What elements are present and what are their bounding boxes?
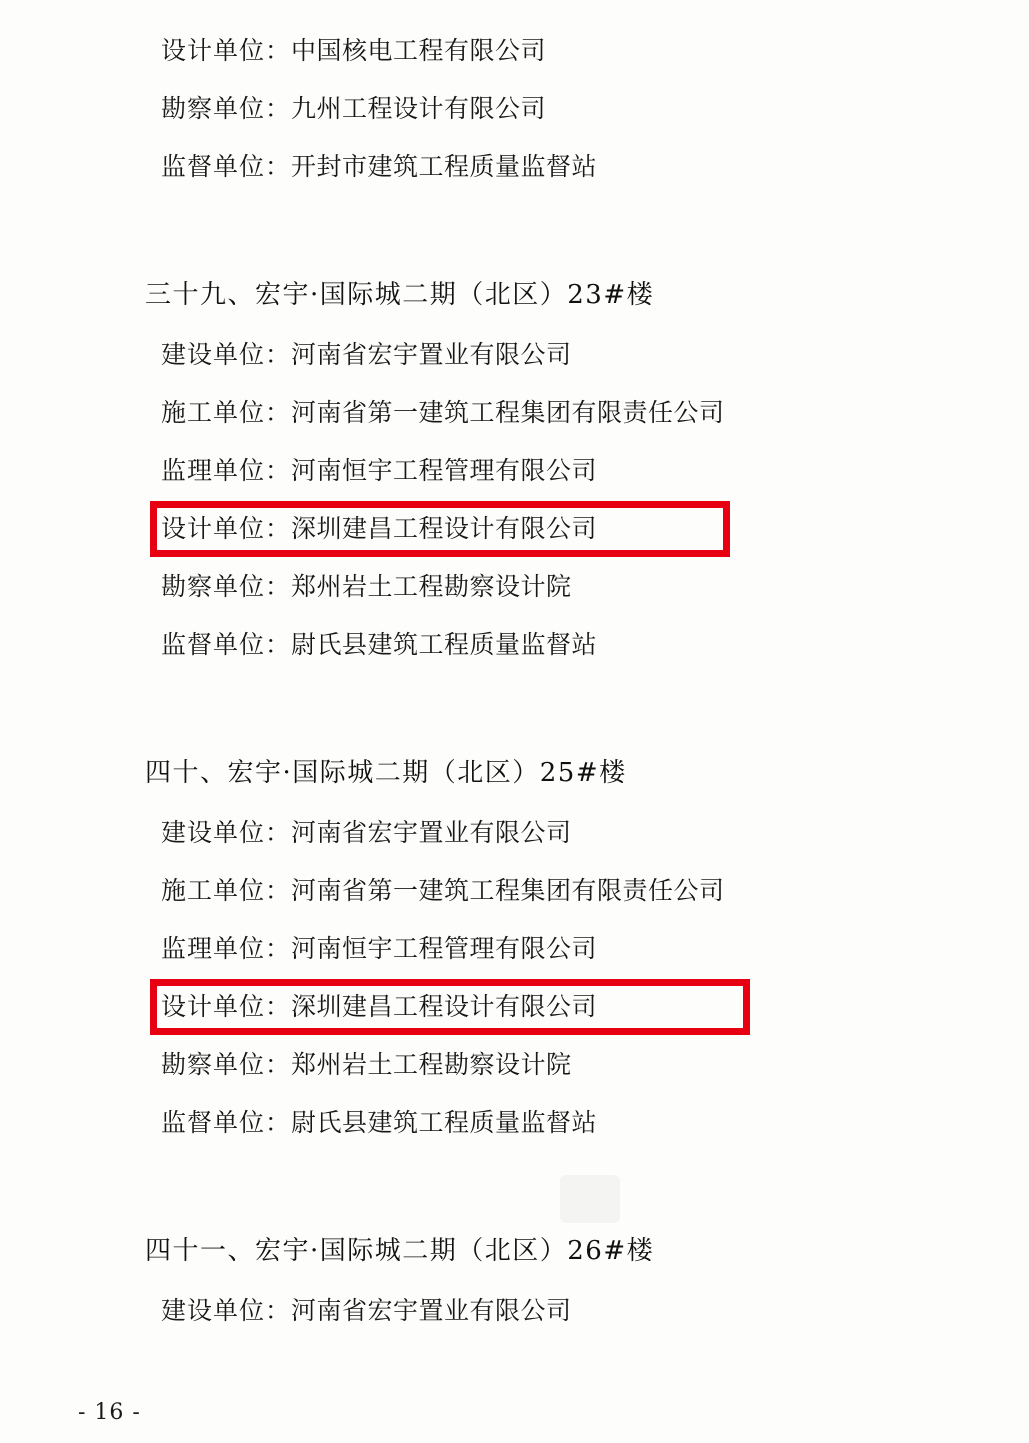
- entry-value: 河南省宏宇置业有限公司: [291, 1296, 572, 1325]
- entry-line: [145, 1282, 969, 1340]
- entry-line: [145, 558, 969, 616]
- entry-line: [145, 442, 969, 500]
- entry-label: 建设单位：: [161, 818, 292, 847]
- entry-value: 深圳建昌工程设计有限公司: [291, 992, 598, 1021]
- entry-value: 中国核电工程有限公司: [291, 36, 547, 65]
- entry-value: 河南省宏宇置业有限公司: [291, 340, 572, 369]
- entry-value: 河南省第一建筑工程集团有限责任公司: [291, 876, 725, 905]
- entry-line: [145, 1094, 969, 1152]
- entry-block-38-tail: [145, 22, 969, 196]
- entry-label: 建设单位：: [161, 340, 292, 369]
- entry-line: [145, 80, 969, 138]
- entry-value: 深圳建昌工程设计有限公司: [291, 514, 598, 543]
- entry-line: [145, 862, 969, 920]
- block-spacer: [145, 674, 969, 720]
- entry-label: 设计单位：: [161, 514, 292, 543]
- entry-line-highlighted: [145, 978, 969, 1036]
- entry-value: 尉氏县建筑工程质量监督站: [291, 630, 598, 659]
- entry-label: 监督单位：: [161, 630, 292, 659]
- entry-label: 监理单位：: [161, 456, 292, 485]
- entry-block-39: [145, 264, 969, 674]
- entry-label: 勘察单位：: [161, 94, 292, 123]
- entry-line: [145, 138, 969, 196]
- entry-label: 施工单位：: [161, 398, 292, 427]
- entry-block-41: [145, 1220, 969, 1340]
- section-title: 三十九、宏宇·国际城二期（北区）23#楼: [145, 280, 655, 310]
- entry-value: 郑州岩土工程勘察设计院: [291, 1050, 572, 1079]
- entry-block-40: [145, 742, 969, 1152]
- entry-line: [145, 920, 969, 978]
- entry-value: 尉氏县建筑工程质量监督站: [291, 1108, 598, 1137]
- entry-label: 建设单位：: [161, 1296, 292, 1325]
- block-spacer: [145, 1152, 969, 1198]
- entry-value: 开封市建筑工程质量监督站: [291, 152, 598, 181]
- entry-line: [145, 22, 969, 80]
- entry-line: [145, 326, 969, 384]
- entry-label: 监督单位：: [161, 152, 292, 181]
- entry-line: [145, 384, 969, 442]
- entry-label: 设计单位：: [161, 36, 292, 65]
- entry-label: 勘察单位：: [161, 572, 292, 601]
- entry-label: 监理单位：: [161, 934, 292, 963]
- entry-line: [145, 804, 969, 862]
- entry-value: 河南恒宇工程管理有限公司: [291, 456, 598, 485]
- entry-label: 监督单位：: [161, 1108, 292, 1137]
- entry-line: [145, 616, 969, 674]
- entry-line: [145, 1036, 969, 1094]
- entry-label: 设计单位：: [161, 992, 292, 1021]
- block-spacer: [145, 196, 969, 242]
- entry-label: 勘察单位：: [161, 1050, 292, 1079]
- entry-value: 郑州岩土工程勘察设计院: [291, 572, 572, 601]
- section-title: 四十一、宏宇·国际城二期（北区）26#楼: [145, 1236, 655, 1266]
- page-number: - 16 -: [78, 1400, 141, 1425]
- entry-value: 河南省宏宇置业有限公司: [291, 818, 572, 847]
- entry-value: 河南恒宇工程管理有限公司: [291, 934, 598, 963]
- section-title: 四十、宏宇·国际城二期（北区）25#楼: [145, 758, 627, 788]
- entry-value: 河南省第一建筑工程集团有限责任公司: [291, 398, 725, 427]
- entry-value: 九州工程设计有限公司: [291, 94, 547, 123]
- entry-line-highlighted: [145, 500, 969, 558]
- entry-label: 施工单位：: [161, 876, 292, 905]
